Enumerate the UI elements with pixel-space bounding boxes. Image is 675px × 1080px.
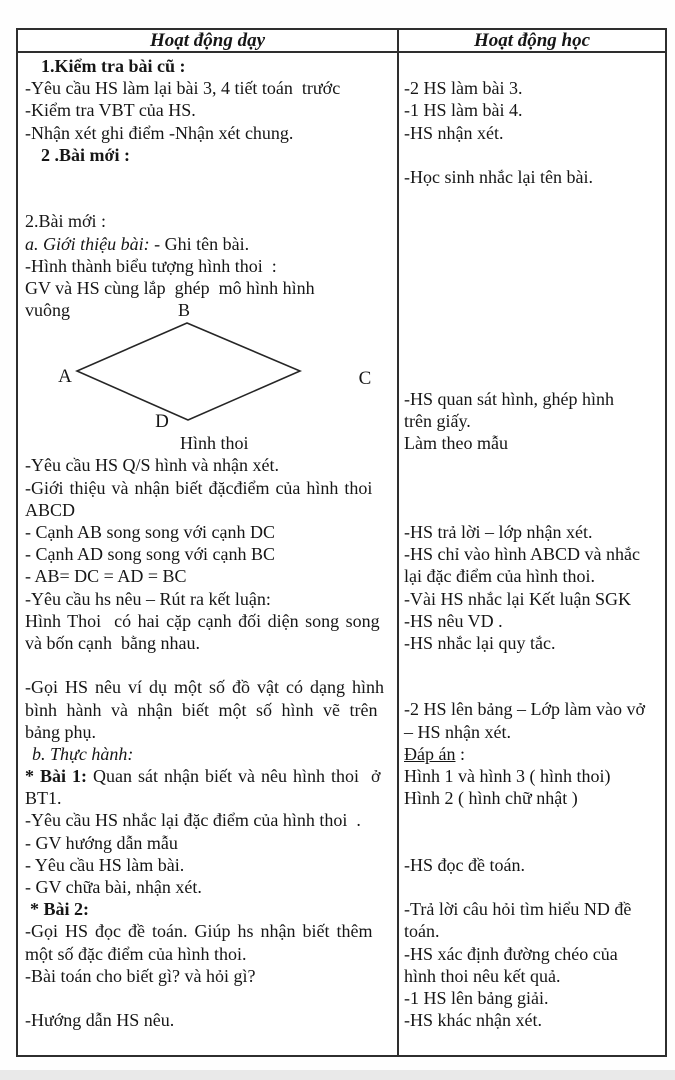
text-line (399, 321, 665, 343)
vertex-label-a: A (58, 366, 72, 388)
text-segment: - Cạnh AB song song với cạnh DC (25, 522, 276, 542)
text-line (18, 499, 397, 521)
text-line (399, 965, 665, 987)
text-line (18, 809, 397, 831)
text-segment: – HS nhận xét. (404, 721, 511, 742)
teaching-activities-column (18, 53, 399, 1055)
text-line (18, 765, 397, 787)
text-line (18, 543, 397, 565)
text-line (399, 144, 665, 166)
text-line (18, 676, 397, 698)
text-line (18, 166, 397, 188)
text-segment: a. Giới thiệu bài: (25, 233, 150, 254)
text-line (18, 255, 397, 277)
text-segment: 2 .Bài mới : (41, 144, 130, 165)
text-line (18, 454, 397, 476)
text-line (18, 1031, 397, 1053)
text-line (18, 654, 397, 676)
text-line (399, 277, 665, 299)
text-line (399, 943, 665, 965)
text-segment: -1 HS lên bảng giải. (404, 987, 549, 1008)
text-line (18, 898, 397, 920)
text-line (399, 610, 665, 632)
text-line (399, 832, 665, 854)
text-line (399, 765, 665, 787)
text-segment: lại đặc điểm của hình thoi. (404, 566, 595, 587)
text-line (18, 832, 397, 854)
lesson-plan-table (16, 28, 667, 1057)
text-segment: -Học sinh nhắc lại tên bài. (404, 166, 593, 187)
text-line (399, 632, 665, 654)
text-segment: - Cạnh AD song song với cạnh BC (25, 544, 276, 565)
text-segment: -Kiểm tra VBT của HS. (25, 100, 196, 121)
text-segment: -HS nhắc lại quy tắc. (404, 632, 556, 653)
text-line (399, 1009, 665, 1031)
text-line (399, 99, 665, 121)
text-segment: Hình thoi (180, 433, 249, 454)
text-segment: -Hình thành biểu tượng hình thoi : (25, 255, 277, 276)
text-segment: 2.Bài mới : (25, 211, 107, 232)
text-line (399, 543, 665, 565)
text-segment: -Giới thiệu và nhận biết đặcđiểm của hình thoi (25, 477, 373, 498)
table-body (18, 53, 665, 1055)
text-line (399, 122, 665, 144)
column-header-learning: Hoạt động học (473, 30, 591, 51)
text-segment: Hình 2 ( hình chữ nhật ) (404, 788, 578, 809)
text-segment: - GV chữa bài, nhận xét. (25, 877, 202, 897)
text-segment: -HS quan sát hình, ghép hình (404, 388, 614, 409)
rhombus-figure (18, 321, 397, 432)
text-line (399, 809, 665, 831)
text-line (18, 299, 397, 321)
text-segment: -Yêu cầu HS Q/S hình và nhận xét. (25, 455, 279, 476)
text-segment: -2 HS lên bảng – Lớp làm vào vở (404, 699, 645, 720)
text-segment: Hình Thoi có hai cặp cạnh đối diện song song (25, 610, 380, 631)
text-line (18, 99, 397, 121)
text-line (399, 698, 665, 720)
text-line (399, 743, 665, 765)
text-segment: b. Thực hành: (32, 743, 134, 764)
text-segment: -HS nêu VD . (404, 610, 503, 631)
text-segment: bảng phụ. (25, 721, 96, 742)
text-line (18, 787, 397, 809)
text-segment: * Bài 2: (30, 899, 90, 920)
text-line (399, 588, 665, 610)
text-line (399, 654, 665, 676)
text-segment: -HS nhận xét. (404, 122, 504, 143)
text-segment: - Yêu cầu HS làm bài. (25, 854, 185, 875)
text-segment: Quan sát nhận biết và nêu hình thoi ở (87, 766, 381, 787)
text-line (399, 454, 665, 476)
text-segment: Làm theo mẫu (404, 433, 508, 454)
text-segment: -2 HS làm bài 3. (404, 78, 523, 99)
text-line (18, 277, 397, 299)
text-line (18, 920, 397, 942)
text-segment: một số đặc điểm của hình thoi. (25, 943, 247, 964)
text-segment: Đáp án (404, 743, 456, 764)
text-segment: -HS chỉ vào hình ABCD và nhắc (404, 544, 640, 565)
text-segment: BT1. (25, 788, 62, 809)
text-segment: và bốn cạnh bằng nhau. (25, 632, 200, 653)
text-segment: -Bài toán cho biết gì? và hỏi gì? (25, 965, 256, 986)
text-segment: - AB= DC = AD = BC (25, 566, 187, 587)
text-segment: trên giấy. (404, 411, 471, 431)
text-segment: -HS xác định đường chéo của (404, 943, 618, 964)
text-line (399, 876, 665, 898)
text-line (399, 499, 665, 521)
text-line (399, 854, 665, 876)
text-line (18, 210, 397, 232)
text-segment: 1.Kiểm tra bài cũ : (41, 56, 186, 76)
text-segment: : (455, 743, 465, 764)
text-segment: GV và HS cùng lắp ghép mô hình hình (25, 277, 315, 298)
rhombus-diagram (18, 321, 399, 432)
text-segment: bình hành và nhận biết một số hình vẽ trên (25, 699, 378, 720)
text-segment: -HS khác nhận xét. (404, 1010, 542, 1031)
text-segment: - GV hướng dẫn mẫu (25, 832, 178, 853)
text-line (399, 55, 665, 77)
text-line (18, 55, 397, 77)
text-segment: -Trả lời câu hỏi tìm hiểu ND đề (404, 899, 632, 920)
text-line (18, 521, 397, 543)
text-line (18, 743, 397, 765)
text-line (18, 721, 397, 743)
text-segment: hình thoi nêu kết quả. (404, 965, 561, 986)
text-line (399, 410, 665, 432)
text-segment: -Yêu cầu HS làm lại bài 3, 4 tiết toán trước (25, 78, 341, 99)
text-line (18, 233, 397, 255)
text-line (18, 588, 397, 610)
text-line (18, 943, 397, 965)
text-segment: -Hướng dẫn HS nêu. (25, 1010, 175, 1031)
text-line (18, 565, 397, 587)
text-segment: -Yêu cầu hs nêu – Rút ra kết luận: (25, 588, 271, 609)
text-line (18, 610, 397, 632)
text-segment: vuông (25, 300, 70, 321)
table-header-row (18, 30, 665, 53)
text-segment: -Yêu cầu HS nhắc lại đặc điểm của hình thoi . (25, 810, 361, 831)
text-line (18, 854, 397, 876)
text-line (399, 366, 665, 388)
text-segment: -1 HS làm bài 4. (404, 100, 523, 121)
learning-activities-column (399, 53, 665, 1055)
text-segment: -Vài HS nhắc lại Kết luận SGK (404, 588, 631, 609)
text-line (399, 898, 665, 920)
text-line (399, 343, 665, 365)
text-line (18, 144, 397, 166)
vertex-label-c: C (358, 368, 372, 390)
text-line (399, 987, 665, 1009)
text-line (18, 77, 397, 99)
text-segment: -HS trả lời – lớp nhận xét. (404, 521, 593, 542)
text-line (399, 255, 665, 277)
text-line (399, 388, 665, 410)
text-segment: ABCD (25, 499, 76, 520)
text-line (399, 210, 665, 232)
text-line (399, 432, 665, 454)
text-line (18, 122, 397, 144)
text-line (399, 1031, 665, 1053)
text-line (18, 965, 397, 987)
text-line (399, 521, 665, 543)
text-line (399, 920, 665, 942)
text-line (18, 188, 397, 210)
column-header-teaching: Hoạt động dạy (18, 30, 399, 51)
text-line (18, 987, 397, 1009)
text-segment: Hình 1 và hình 3 ( hình thoi) (404, 766, 611, 786)
text-segment: -Nhận xét ghi điểm -Nhận xét chung. (25, 122, 294, 143)
text-segment: -Gọi HS nêu ví dụ một số đồ vật có dạng hình (25, 677, 384, 698)
text-line (399, 188, 665, 210)
text-segment: - Ghi tên bài. (149, 233, 250, 254)
text-segment: -Gọi HS đọc đề toán. Giúp hs nhận biết thêm (25, 921, 373, 942)
text-line (18, 876, 397, 898)
text-line (18, 1009, 397, 1031)
text-line (399, 233, 665, 255)
scan-edge-artifact (0, 1070, 675, 1080)
text-line (399, 676, 665, 698)
text-line (18, 699, 397, 721)
text-line (399, 477, 665, 499)
text-segment: * Bài 1: (25, 766, 88, 787)
text-segment: B (178, 300, 191, 321)
text-line (399, 721, 665, 743)
text-line (18, 632, 397, 654)
text-segment: toán. (404, 921, 440, 942)
vertex-label-d: D (155, 411, 169, 433)
text-line (399, 77, 665, 99)
text-segment: -HS đọc đề toán. (404, 854, 525, 875)
text-line (399, 787, 665, 809)
text-line (399, 166, 665, 188)
rhombus-shape (77, 323, 300, 420)
text-line (399, 299, 665, 321)
text-line (399, 565, 665, 587)
text-line (18, 477, 397, 499)
text-line (18, 432, 397, 454)
